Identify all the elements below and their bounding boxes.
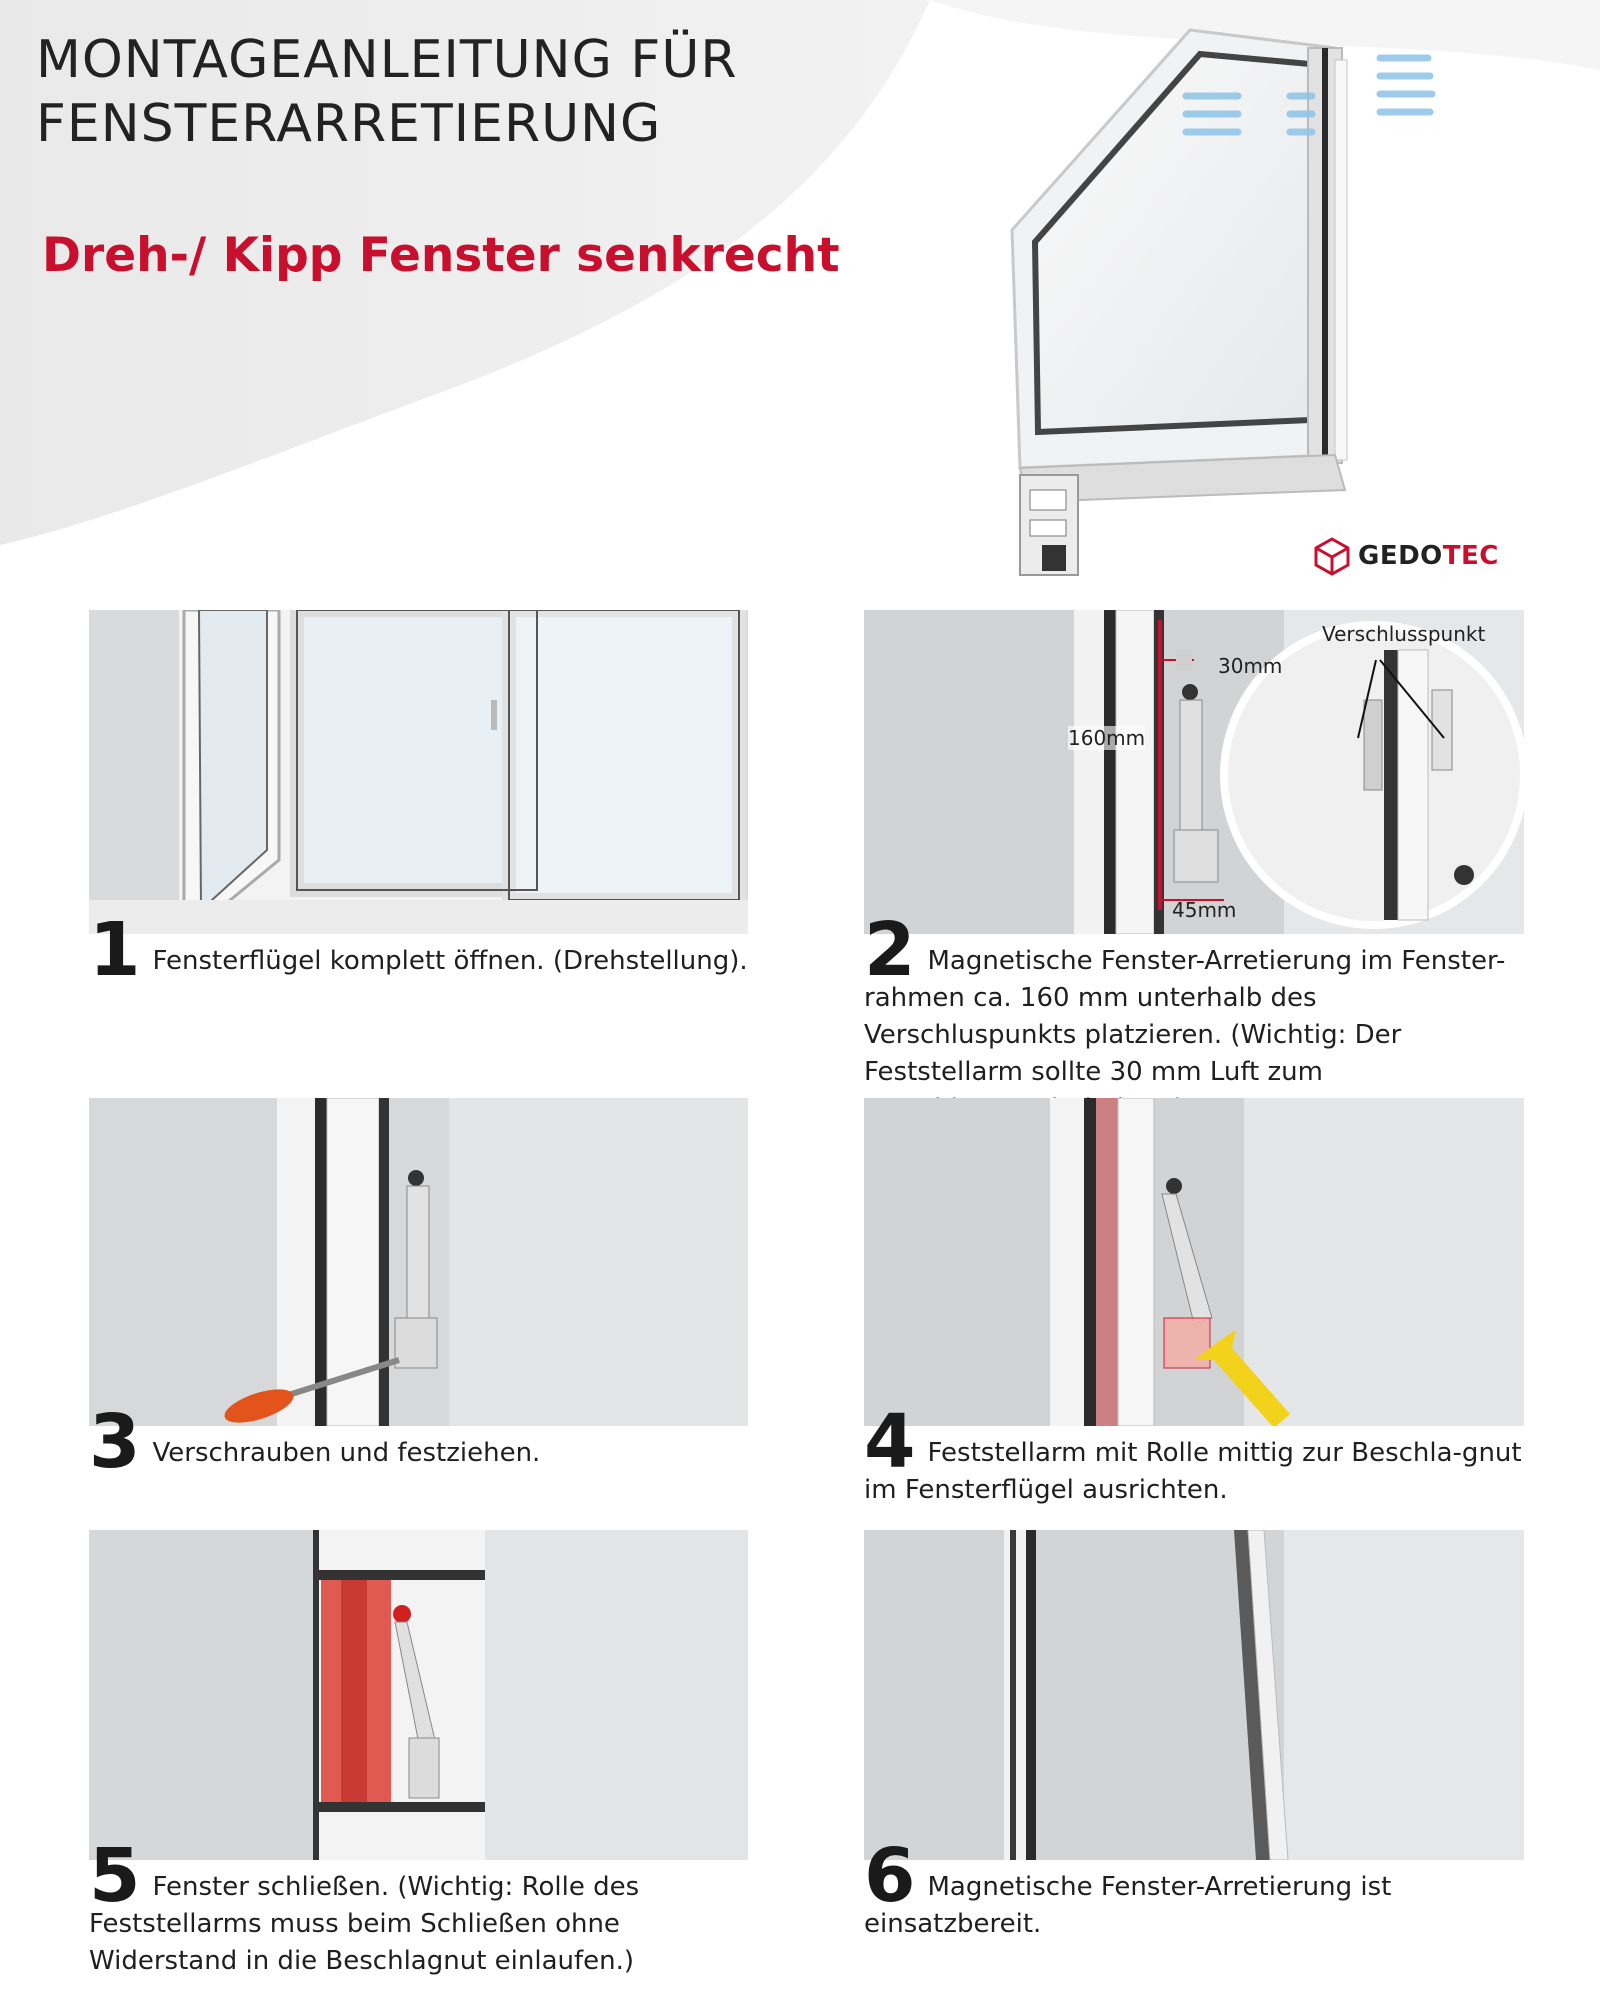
step-2-number: 2 <box>864 907 916 993</box>
step-4-photo <box>864 1098 1524 1426</box>
step-6-number: 6 <box>864 1833 916 1919</box>
step-6-description: Magnetische Fenster-Arretierung ist einsatzbereit. <box>864 1872 1392 1939</box>
step-1-text <box>89 907 748 993</box>
brand-cube-icon <box>1312 536 1352 576</box>
step-5-description: Fenster schließen. (Wichtig: Rolle des Feststellarms muss beim Schließen ohne Widerstand in die Beschlagnut einlaufen.) <box>89 1872 640 1976</box>
dimension-45mm: 45mm <box>1172 898 1237 922</box>
dimension-30mm: 30mm <box>1218 654 1283 678</box>
step-1-description: Fensterflügel komplett öffnen. (Drehstellung). <box>152 946 748 976</box>
window-profile-illustration <box>990 20 1460 590</box>
title-line-1: MONTAGEANLEITUNG FÜR <box>36 30 738 90</box>
step-5-photo <box>89 1530 748 1860</box>
step-5-number: 5 <box>89 1833 141 1919</box>
step-4-description: Feststellarm mit Rolle mittig zur Beschla-gnut im Fensterflügel ausrichten. <box>864 1438 1522 1505</box>
step-1-photo <box>89 610 748 934</box>
step-1-number: 1 <box>89 907 141 993</box>
callout-verschlusspunkt: Verschlusspunkt <box>1322 622 1486 646</box>
step-3-description: Verschrauben und festziehen. <box>152 1438 541 1468</box>
brand-name: GEDOTEC <box>1358 541 1499 571</box>
step-2-description: Magnetische Fenster-Arretierung im Fenster-rahmen ca. 160 mm unterhalb des Verschluspunkts platzieren. (Wichtig: Der Feststellarm sollte 30 mm Luft zum <box>864 946 1506 1087</box>
page-title <box>36 28 738 156</box>
dimension-160mm: 160mm <box>1068 726 1146 750</box>
step-3-text <box>89 1399 748 1485</box>
step-6-text <box>864 1833 1464 1943</box>
step-4-text <box>864 1399 1530 1509</box>
step-3-photo <box>89 1098 748 1426</box>
step-4-number: 4 <box>864 1399 916 1485</box>
step-6-photo <box>864 1530 1524 1860</box>
step-5-text <box>89 1833 749 1980</box>
brand-logo <box>1312 536 1499 576</box>
title-line-2: FENSTERARRETIERUNG <box>36 94 662 154</box>
step-3-number: 3 <box>89 1399 141 1485</box>
step-2-photo <box>864 610 1524 934</box>
page-subtitle: Dreh-/ Kipp Fenster senkrecht <box>42 228 840 283</box>
